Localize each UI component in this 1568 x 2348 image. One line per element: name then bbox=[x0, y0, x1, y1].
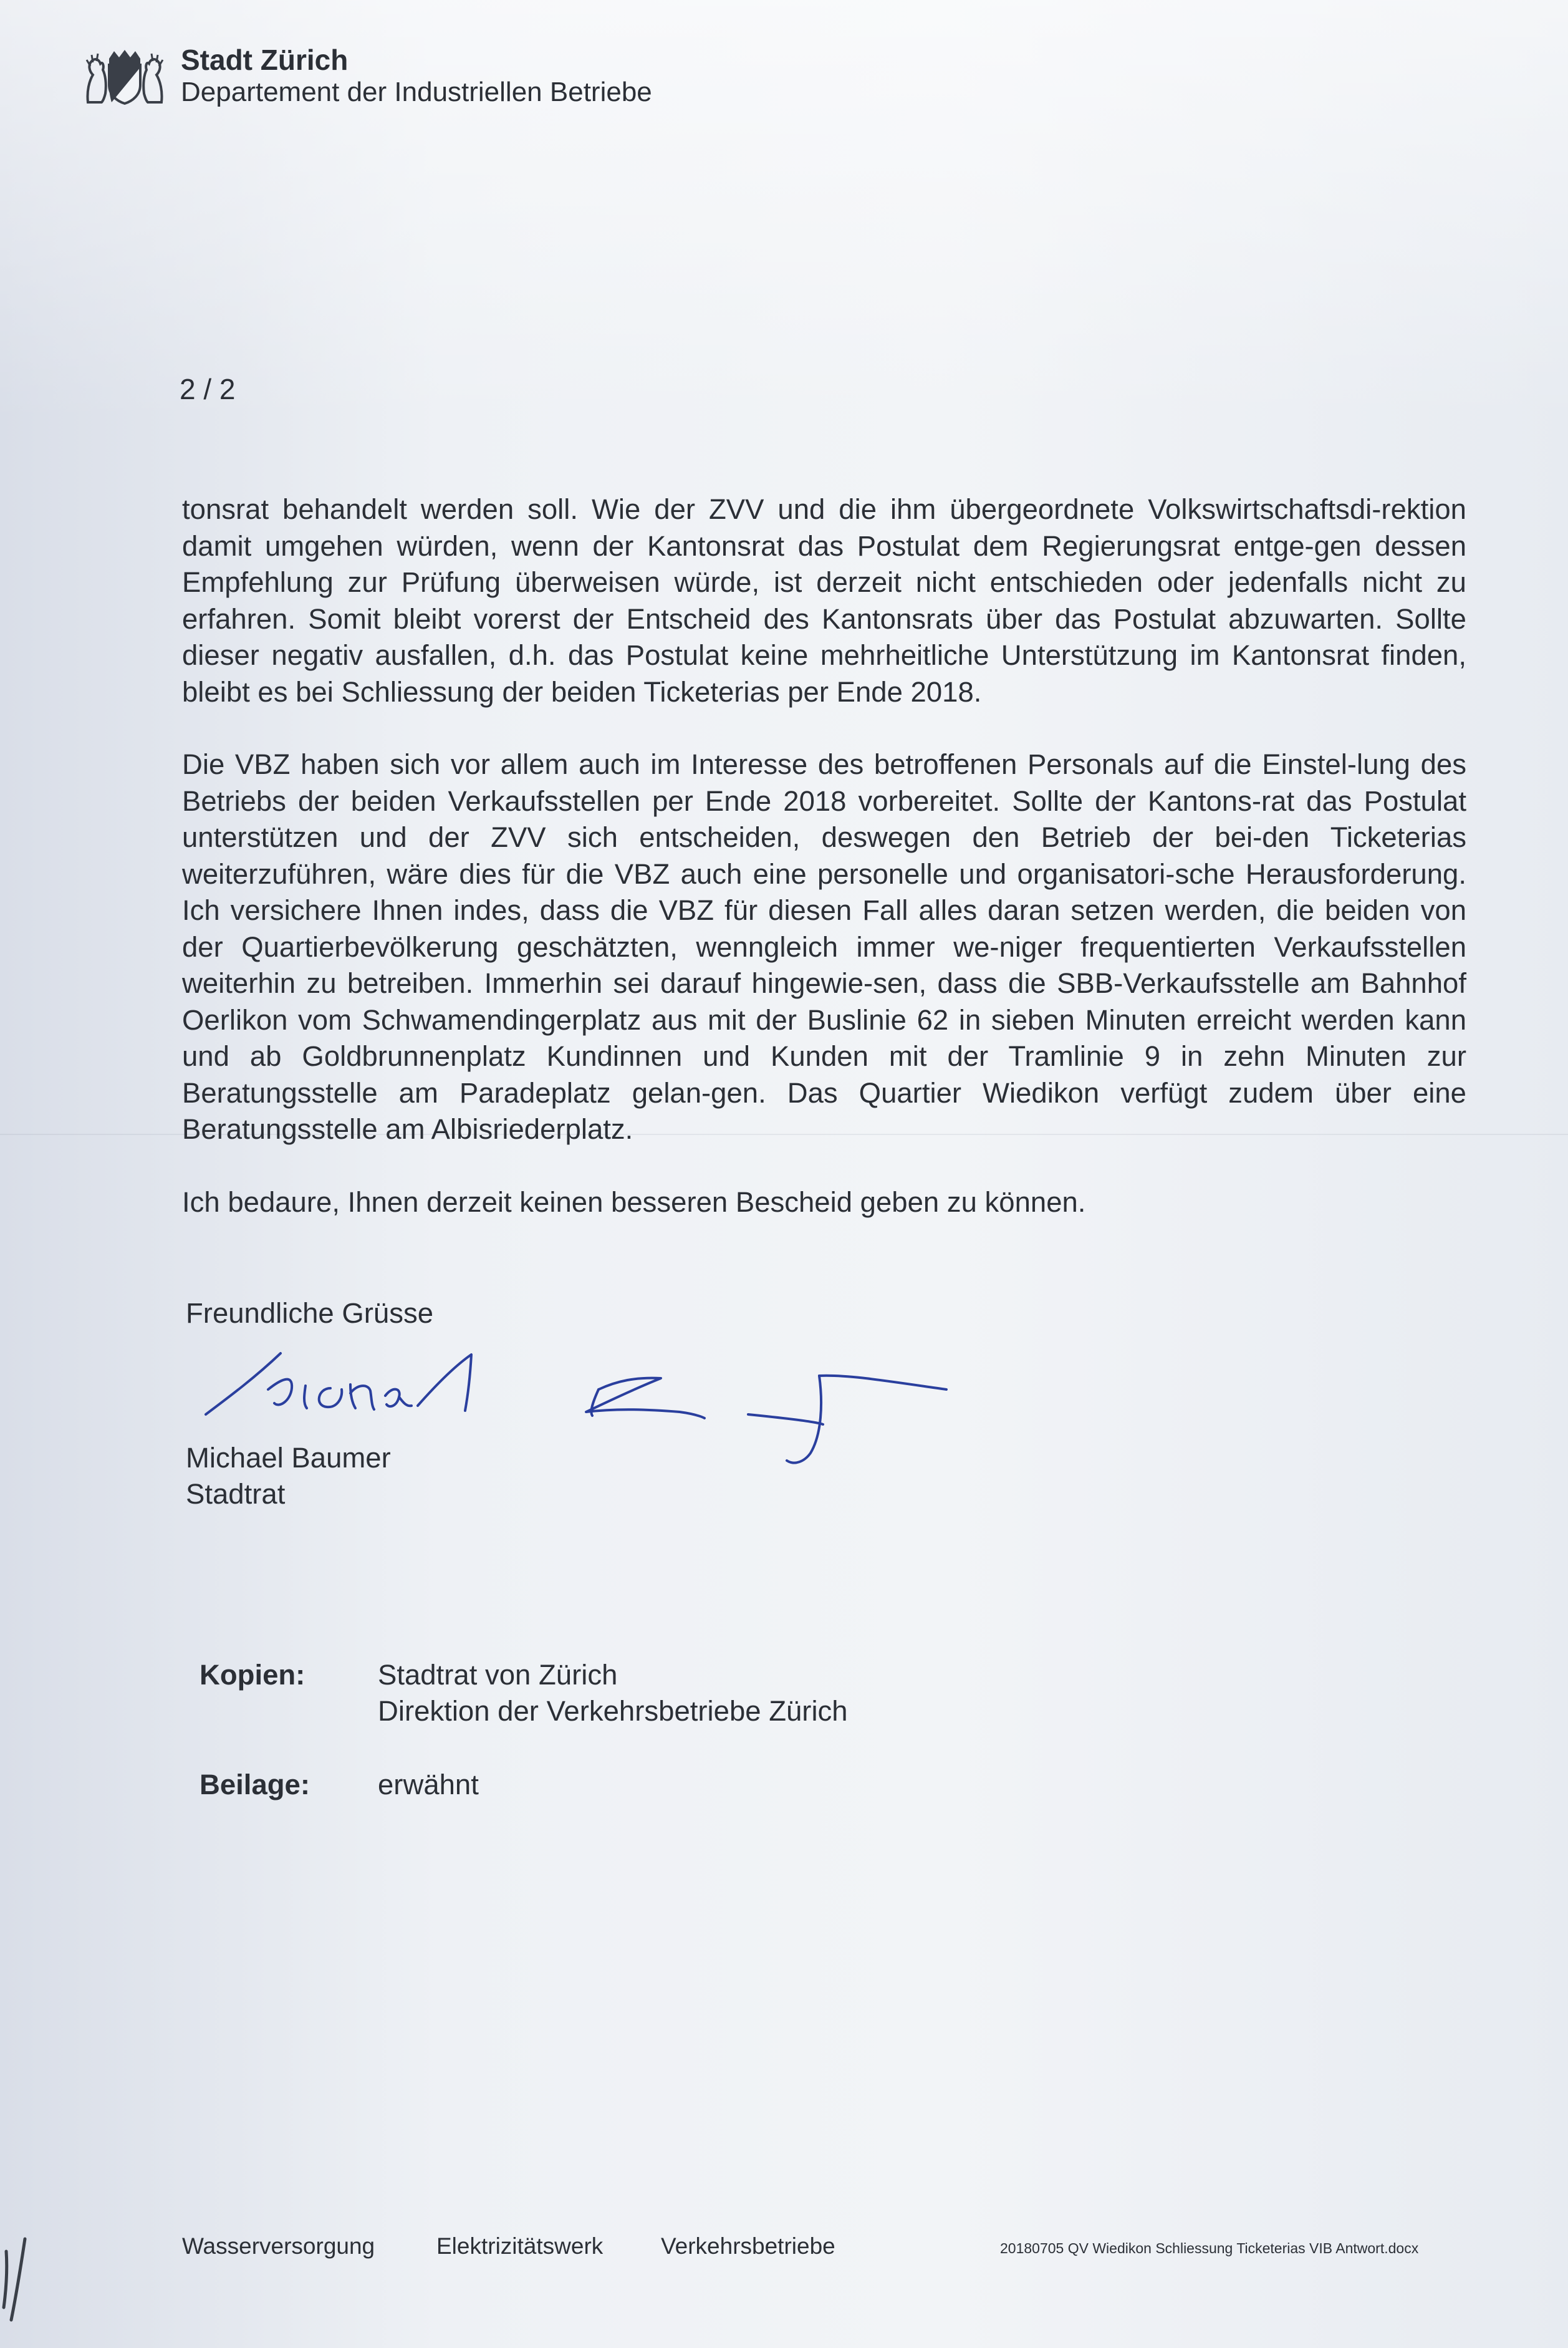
zurich-coat-of-arms-icon bbox=[84, 47, 165, 105]
copy-recipient: Stadtrat von Zürich bbox=[378, 1659, 618, 1691]
attachment-value: erwähnt bbox=[378, 1769, 479, 1800]
footer-unit-water: Wasserversorgung bbox=[182, 2233, 375, 2259]
body-paragraph-2: Die VBZ haben sich vor allem auch im Interesse des betroffenen Personals auf die Einstel-lung des Betriebs der beiden Verkaufsstellen per Ende 2018 vorbereitet. Sollte der Kantons-rat das Postulat unterstützen und der ZVV sich entscheiden, deswegen den Betrieb der bei-den Ticketerias weiterzuführen, wäre dies für die VBZ auch eine personelle und organisatori-sche Herausforderung. Ich versichere Ihnen indes, dass die VBZ für diesen Fall alles daran setzen werden, die beiden von der Quartierbevölkerung geschätzten, wenngleich immer we-niger frequentierten Verkaufsstellen weiterhin zu betreiben. Immerhin sei darauf hingewie-sen, dass die SBB-Verkaufsstelle am Bahnhof Oerlikon vom Schwamendingerplatz aus mit der Buslinie 62 in sieben Minuten erreicht werden kann und ab Goldbrunnenplatz Kundinnen und Kunden mit der Tramlinie 9 in zehn Minuten zur Beratungsstelle am Paradeplatz gelan-gen. Das Quartier Wiedikon verfügt zudem über eine Beratungsstelle am Albisriederplatz. bbox=[182, 748, 1466, 1145]
footer-unit-transport: Verkehrsbetriebe bbox=[661, 2233, 835, 2259]
footer-unit-electric: Elektrizitätswerk bbox=[436, 2233, 604, 2259]
closing-greeting: Freundliche Grüsse bbox=[186, 1297, 434, 1329]
copies-list bbox=[378, 1657, 848, 1729]
signer-title: Stadtrat bbox=[186, 1478, 286, 1510]
body-paragraph-1: tonsrat behandelt werden soll. Wie der ZVV und die ihm übergeordnete Volkswirtschaftsdi-rektion damit umgehen würden, wenn der Kantonsrat das Postulat dem Regierungsrat entge-gen dessen Empfehlung zur Prüfung überweisen würde, ist derzeit nicht entschieden oder jedenfalls nicht zu erfahren. Somit bleibt vorerst der Entscheid des Kantonsrats über das Postulat abzuwarten. Sollte dieser negativ ausfallen, d.h. das Postulat keine mehrheitliche Unterstützung im Kantonsrat finden, bleibt es bei Schliessung der beiden Ticketerias per Ende 2018. bbox=[182, 493, 1466, 708]
org-name: Stadt Zürich bbox=[181, 44, 349, 76]
letterhead bbox=[84, 42, 770, 111]
letter-body bbox=[182, 491, 1466, 1257]
margin-pen-mark-icon bbox=[0, 2233, 44, 2326]
attachment-label: Beilage: bbox=[200, 1769, 310, 1800]
page-number: 2 / 2 bbox=[180, 373, 236, 405]
signer-name: Michael Baumer bbox=[186, 1442, 391, 1474]
footer-filename: 20180705 QV Wiedikon Schliessung Ticketerias VIB Antwort.docx bbox=[1000, 2240, 1419, 2256]
copies-label: Kopien: bbox=[200, 1659, 305, 1691]
body-paragraph-3: Ich bedaure, Ihnen derzeit keinen besseren Bescheid geben zu können. bbox=[182, 1186, 1086, 1218]
letter-footer bbox=[0, 2231, 1568, 2269]
copy-recipient: Direktion der Verkehrsbetriebe Zürich bbox=[378, 1695, 848, 1727]
signer-block bbox=[186, 1440, 391, 1512]
department-name: Departement der Industriellen Betriebe bbox=[181, 77, 652, 107]
